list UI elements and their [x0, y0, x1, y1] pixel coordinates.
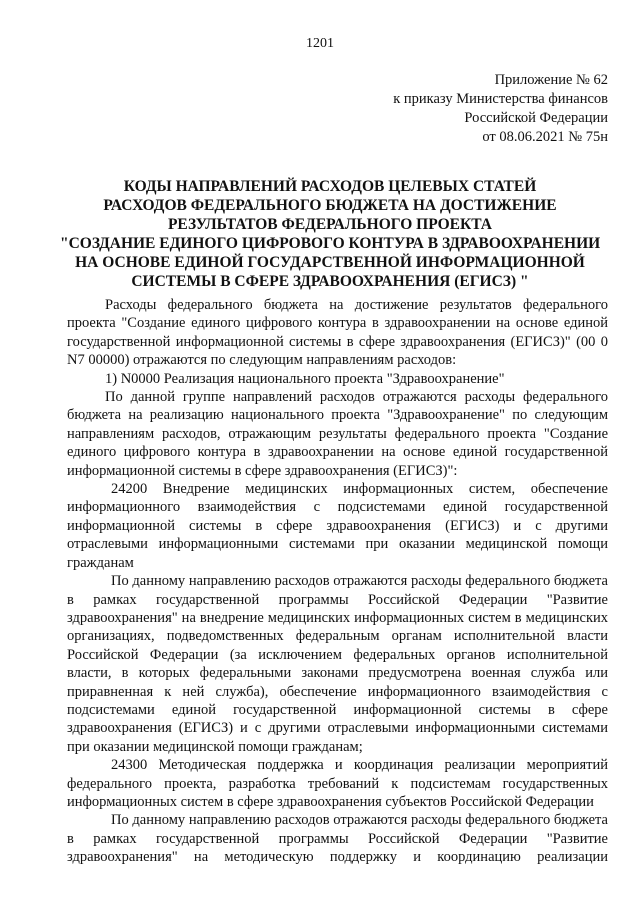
- document-body: [67, 296, 608, 867]
- document-title: [60, 177, 600, 291]
- annex-header: [300, 71, 608, 147]
- code-24300-paragraph: 24300 Методическая поддержка и координация реализации мероприятий федерального проекта, разработка требований к подсистемам государственных информационных систем в сфере здравоохранения субъектов Российской Федерации: [67, 757, 608, 810]
- code-24200-paragraph: 24200 Внедрение медицинских информационных систем, обеспечение информационного взаимодействия с подсистемами единой государственной информационной системы в сфере здравоохранения (ЕГИСЗ) и с другими отраслевыми информационными системами при оказании медицинской помощи гражданам: [67, 481, 608, 571]
- title-line: РАСХОДОВ ФЕДЕРАЛЬНОГО БЮДЖЕТА НА ДОСТИЖЕНИЕ: [103, 197, 557, 214]
- title-line: НА ОСНОВЕ ЕДИНОЙ ГОСУДАРСТВЕННОЙ ИНФОРМАЦИОННОЙ: [75, 254, 585, 271]
- title-line: КОДЫ НАПРАВЛЕНИЙ РАСХОДОВ ЦЕЛЕВЫХ СТАТЕЙ: [123, 178, 537, 195]
- desc-24200-paragraph: По данному направлению расходов отражаются расходы федерального бюджета в рамках государственной программы Российской Федерации "Развитие здравоохранения" на внедрение медицинских информационных систем в медицинских организациях, подведомственных федеральным органам исполнительной власти Российской Федерации (за исключением федеральных органов исполнительной власти, в которых федеральными законами предусмотрена военная служба или приравненная к ней служба), обеспечение информационного взаимодействия с подсистемами единой государственной информационной системы в сфере здравоохранения (ЕГИСЗ) и с другими отраслевыми информационными системами при оказании медицинской помощи гражданам;: [67, 573, 608, 755]
- intro-paragraph: Расходы федерального бюджета на достижение результатов федерального проекта "Создание единого цифрового контура в здравоохранении на основе единой государственной информационной системы в сфере здравоохранения (ЕГИСЗ)" (00 0 N7 00000) отражаются по следующим направлениям расходов:: [67, 297, 608, 369]
- annex-line: от 08.06.2021 № 75н: [482, 129, 608, 145]
- item-paragraph: 1) N0000 Реализация национального проекта "Здравоохранение": [105, 370, 505, 387]
- annex-line: Российской Федерации: [464, 110, 608, 126]
- page-number: 1201: [306, 36, 334, 51]
- group-paragraph: По данной группе направлений расходов отражаются расходы федерального бюджета на реализацию национального проекта "Здравоохранение" по следующим направлениям расходов, отражающим результаты федерального проекта "Создание единого цифрового контура в здравоохранении на основе единой государственной информационной системы в сфере здравоохранения (ЕГИСЗ)":: [67, 389, 608, 479]
- desc-24300-paragraph: По данному направлению расходов отражаются расходы федерального бюджета в рамках государственной программы Российской Федерации "Развитие здравоохранения" на методическую поддержку и координацию реализации: [67, 812, 608, 866]
- title-line: "СОЗДАНИЕ ЕДИНОГО ЦИФРОВОГО КОНТУРА В ЗДРАВООХРАНЕНИИ: [60, 235, 601, 252]
- annex-line: к приказу Министерства финансов: [393, 91, 608, 107]
- title-line: РЕЗУЛЬТАТОВ ФЕДЕРАЛЬНОГО ПРОЕКТА: [167, 216, 493, 233]
- annex-line: Приложение № 62: [494, 72, 608, 88]
- title-line: СИСТЕМЫ В СФЕРЕ ЗДРАВООХРАНЕНИЯ (ЕГИСЗ) ": [131, 273, 529, 290]
